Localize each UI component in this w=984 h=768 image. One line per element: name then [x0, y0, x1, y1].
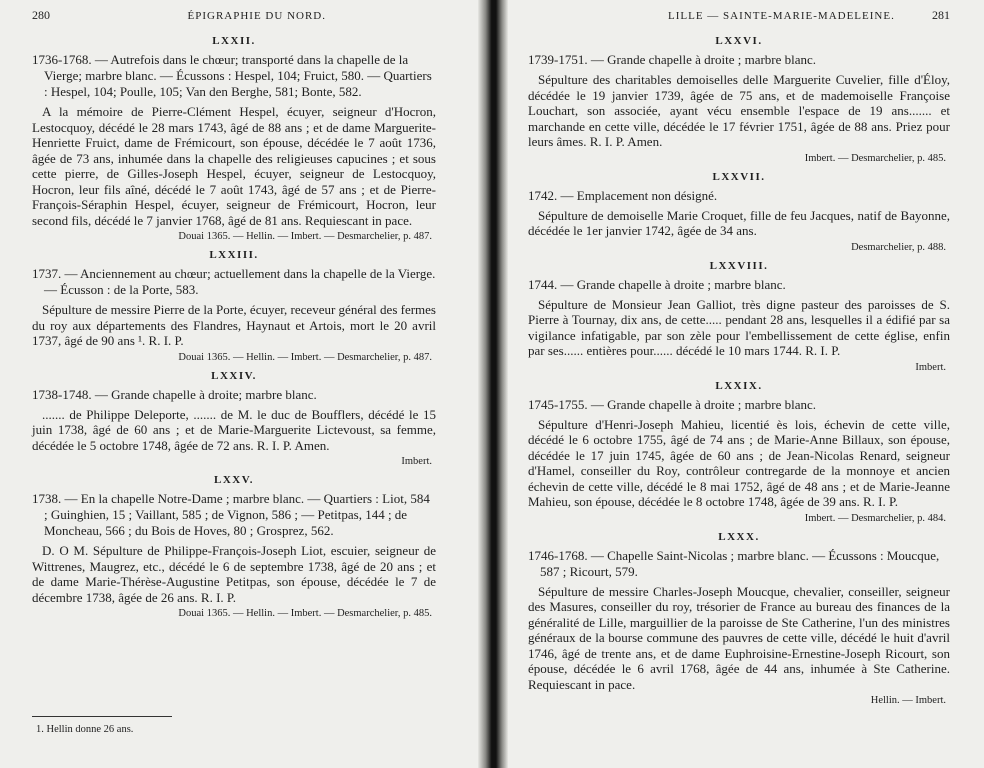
entry-sources: Imbert. — Desmarchelier, p. 484. [804, 512, 946, 524]
entry-header: 1738-1748. — Grande chapelle à droite; marbre blanc. [32, 386, 317, 402]
entry-text: D. O M. Sépulture de Philippe-François-Joseph Liot, escuier, seigneur de Wittrenes, Maugrez, etc., décédé le 6 de septembre 1738, âgé de 20 ans ; et de dame Marie-Thérèse-Augustine Petitpas, son épouse, décédée le 7 de décembre 1738, âgée de 26 ans. R. I. P. [32, 543, 436, 605]
entry [32, 474, 436, 619]
entry-text: Sépulture de messire Pierre de la Porte, écuyer, receveur général des fermes du roy aux départements des Flandres, Haynaut et Artois, mort le 20 avril 1737, âgé de 90 ans ¹. R. I. P. [32, 302, 436, 348]
left-page-content [32, 8, 436, 623]
entry-number: LXXIV. [211, 369, 257, 382]
entry [32, 35, 436, 242]
right-running-head [528, 8, 950, 23]
right-page-content [528, 8, 950, 710]
footnote: 1. Hellin donne 26 ans. [36, 724, 134, 735]
entry-number: LXXX. [718, 530, 760, 543]
entry-sources: Imbert. [401, 456, 432, 467]
entry-text: Sépulture de demoiselle Marie Croquet, fille de feu Jacques, natif de Bayonne, décédée le 1er janvier 1742, âgée de 34 ans. [528, 207, 950, 238]
entry-text: Sépulture de messire Charles-Joseph Moucque, chevalier, conseiller, seigneur des Masures, conseiller du roy, trésorier de France au bureau des finances de la généralité de Lille, marguillier de la paroisse de Ste Catherine, l'un des ministres généraux de la bourse commune des pauvres de cette ville, décédé le huit d'avril 1746, âgé de trente ans, et de dame Euphroisine-Ernestine-Joseph Ricourt, son épouse, décédée le 6 avril 1768, âgée de 44 ans, inhumée à Ste Catherine. Requiescant in pace. [528, 583, 950, 692]
entry [32, 249, 436, 363]
entry [32, 370, 436, 468]
book-gutter [478, 0, 508, 768]
entry [528, 260, 950, 373]
entry-number: LXXVII. [712, 170, 766, 183]
entry-header: 1739-1751. — Grande chapelle à droite ; marbre blanc. [528, 52, 817, 67]
entry-text: Sépulture de Monsieur Jean Galliot, très digne pasteur des paroisses de S. Pierre à Tournay, dix ans, de cette..... pendant 28 ans, lesquelles il a édifié par sa vigilance infatigable, par son zèle pour l'embellissement de cette église, enfin par ses...... entières pour...... décédé le 10 mars 1744. R. I. P. [528, 296, 950, 358]
entry-header: 1745-1755. — Grande chapelle à droite ; marbre blanc. [528, 396, 817, 412]
left-running-title: ÉPIGRAPHIE DU NORD. [187, 10, 326, 22]
entry-header: 1737. — Anciennement au chœur; actuellement dans la chapelle de la Vierge. — Écusson : de la Porte, 583. [32, 266, 436, 297]
left-running-head [32, 8, 436, 23]
entry-text: Sépulture des charitables demoiselles delle Marguerite Cuvelier, fille d'Éloy, décédée le 19 janvier 1739, âgée de 75 ans, et de mademoiselle Françoise Louchart, son associée, ayant vécu ensemble l'espace de 19 ans....... et marchande en cette ville, décédée le 17 février 1751, âgée de 88 ans. Priez pour leurs âmes. R. I. P. Amen. [528, 72, 950, 149]
right-page-number: 281 [932, 8, 950, 22]
entry-sources: Imbert. [915, 361, 946, 373]
entry-number: LXXIII. [209, 249, 259, 261]
footnote-divider [32, 716, 172, 717]
entry-sources: Imbert. — Desmarchelier, p. 485. [804, 152, 946, 164]
entry-sources: Hellin. — Imbert. [870, 695, 946, 706]
entry-header: 1746-1768. — Chapelle Saint-Nicolas ; marbre blanc. — Écussons : Moucque, 587 ; Ricourt, 579. [528, 547, 940, 579]
entry-sources: Douai 1365. — Hellin. — Imbert. — Desmarchelier, p. 485. [178, 608, 432, 619]
entry-number: LXXVI. [715, 35, 763, 47]
entry-text: A la mémoire de Pierre-Clément Hespel, écuyer, seigneur d'Hocron, Lestocquoy, décédé le 28 mars 1743, âgé de 88 ans ; et de dame Marguerite-Henriette Fruict, dame de Frémicourt, son épouse, décédée le 7 août 1736, âgée de 73 ans, inhumée dans la chapelle des religieuses capucines ; et sous cette pierre, de Gilles-Joseph Hespel, écuyer, seigneur de Lestocquoy, Hocron, leur fils aîné, décédé le 7 août 1743, âgé de 57 ans ; et de Pierre-François-Séraphin Hespel, écuyer, seigneur de Frémicourt, Hocron, leur second fils, décédé le 7 janvier 1768, âgé de 81 ans. Requiescant in pace. [32, 104, 436, 228]
entry-header: 1744. — Grande chapelle à droite ; marbre blanc. [528, 276, 786, 292]
right-running-title: LILLE — SAINTE-MARIE-MADELEINE. [668, 10, 895, 22]
entry-number: LXXII. [212, 35, 256, 47]
entry-sources: Douai 1365. — Hellin. — Imbert. — Desmarchelier, p. 487. [178, 231, 432, 242]
entry [528, 35, 950, 164]
entry-header: 1738. — En la chapelle Notre-Dame ; marbre blanc. — Quartiers : Liot, 584 ; Guinghien, 15 ; Vaillant, 585 ; de Vignon, 586 ; — Petitpas, 144 ; de Moncheau, 566 ; du Bois de Hoves, 80 ; Grosprez, 562. [32, 491, 430, 538]
left-page-number: 280 [32, 8, 50, 22]
entry-number: LXXVIII. [709, 259, 769, 272]
entry-header: 1742. — Emplacement non désigné. [528, 187, 718, 203]
entry-number: LXXV. [213, 474, 254, 486]
entry-header: 1736-1768. — Autrefois dans le chœur; transporté dans la chapelle de la Vierge; marbre blanc. — Écussons : Hespel, 104; Fruict, 580. — Quartiers : Hespel, 104; Poulle, 105; Van den Berghe, 581; Bonte, 582. [32, 52, 432, 99]
entry [528, 380, 950, 524]
entry-text: ....... de Philippe Deleporte, ....... de M. le duc de Boufflers, décédé le 15 juin 1738, âgé de 60 ans ; et de Marie-Marguerite Lictevoust, sa femme, décédée le 5 octobre 1748, âgée de 72 ans. R. I. P. Amen. [32, 406, 436, 453]
entry [528, 171, 950, 253]
entry-sources: Douai 1365. — Hellin. — Imbert. — Desmarchelier, p. 487. [178, 351, 432, 363]
entry [528, 531, 950, 707]
right-page [508, 0, 984, 768]
entry-text: Sépulture d'Henri-Joseph Mahieu, licentié ès lois, échevin de cette ville, décédé le 6 octobre 1755, âgé de 74 ans ; de Marie-Anne Billaux, son épouse, décédée le 17 juin 1745, âgée de 60 ans ; de Jean-Nicolas Renard, seigneur d'Hamel, conseiller du Roy, contrôleur contregarde de la monnoye et ancien échevin de cette ville, décédé le 8 mai 1752, âgé de 48 ans ; et de Marie-Jeanne Mahieu, son épouse, décédée le 8 octobre 1748, âgée de 39 ans. R. I. P. [528, 416, 950, 509]
entry-sources: Desmarchelier, p. 488. [851, 241, 946, 253]
left-page [0, 0, 478, 768]
entry-number: LXXIX. [715, 379, 763, 392]
